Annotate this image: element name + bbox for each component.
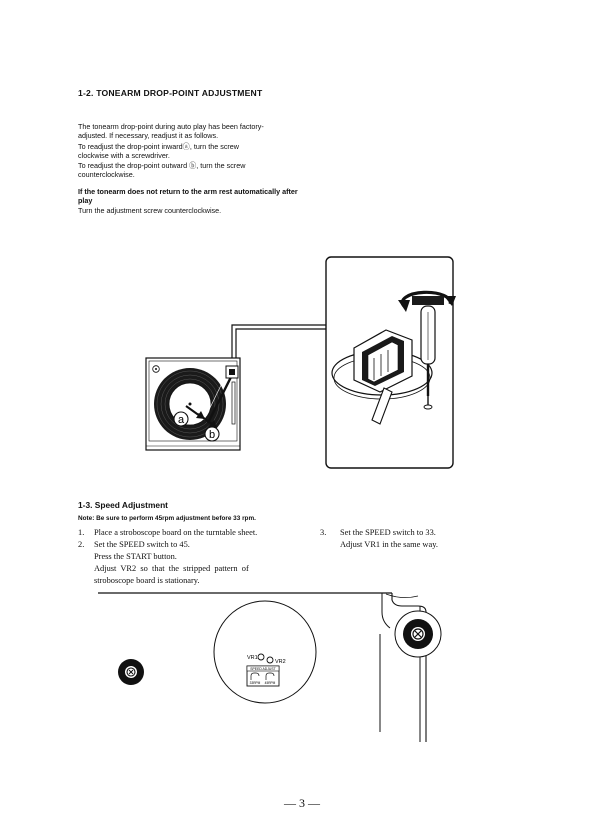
step-text: Adjust VR1 in the same way. [340, 540, 438, 549]
step-text: stroboscope board is stationary. [94, 576, 200, 586]
intro-line: adjusted. If necessary, readjust it as follows. [78, 131, 219, 141]
speed-note: Note: Be sure to perform 45rpm adjustment before 33 rpm. [78, 515, 256, 522]
vr2-label: VR2 [275, 659, 286, 665]
step-number: 3. [320, 528, 327, 537]
step-number: 2. [78, 540, 85, 549]
step-text: Adjust VR2 so that the stripped pattern of [94, 564, 249, 574]
vr2-trimmer [267, 657, 273, 663]
step-text: Set the SPEED switch to 45. [94, 540, 190, 549]
bold-condition-line: If the tonearm does not return to the arm rest automatically after [78, 187, 298, 196]
outward-line: To readjust the drop-point outward ⓑ, turn the screw [78, 160, 246, 170]
intro-line: The tonearm drop-point during auto play has been factory- [78, 122, 264, 131]
label-b: b [208, 429, 216, 441]
page-number: — 3 — [284, 796, 320, 810]
section-heading-tonearm: 1-2. TONEARM DROP-POINT ADJUSTMENT [78, 88, 263, 98]
step-number: 1. [78, 528, 85, 537]
inward-line: clockwise with a screwdriver. [78, 151, 170, 161]
step-text: Set the SPEED switch to 33. [340, 528, 436, 537]
bold-condition-line: play [78, 196, 93, 206]
outward-line: counterclockwise. [78, 169, 135, 179]
inward-line: To readjust the drop-point inwardⓐ, turn the screw [78, 142, 239, 151]
section-heading-speed: 1-3. Speed Adjustment [78, 500, 168, 510]
rpm33-label: 33RPM [249, 681, 261, 685]
rpm45-label: 45RPM [264, 681, 276, 685]
label-a: a [177, 414, 185, 426]
step-text: Press the START button. [94, 552, 177, 561]
followup-line: Turn the adjustment screw counterclockwise. [78, 205, 222, 215]
vr1-trimmer [258, 654, 264, 660]
panel-label: SPEED ADJUST [250, 667, 276, 671]
vr1-label: VR1 [247, 655, 258, 661]
step-text: Place a stroboscope board on the turntable sheet. [94, 528, 258, 537]
vr-detail-circle [214, 601, 316, 703]
